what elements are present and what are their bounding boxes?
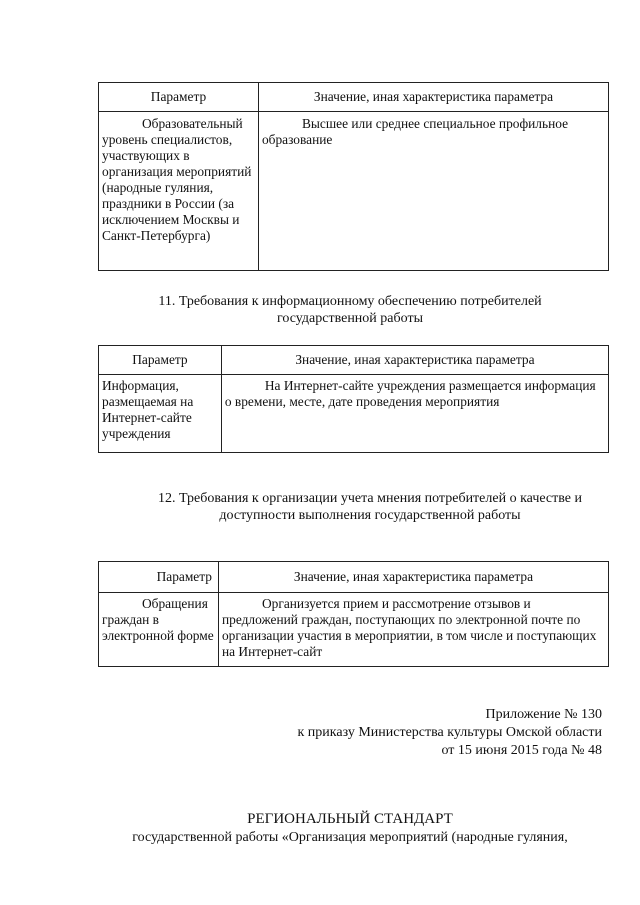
table-header-row [99,346,609,375]
table-row [99,112,609,271]
table-row [99,375,609,453]
header-param: Параметр [99,562,219,593]
param-cell: Информация, размещаемая на Интернет-сайте учреждения [99,375,222,453]
value-cell: На Интернет-сайте учреждения размещается информация о времени, месте, дате проведения мероприятия [221,375,608,453]
header-value: Значение, иная характеристика параметра [218,562,608,593]
table-header-row [99,83,609,112]
header-param: Параметр [99,83,259,112]
param-cell: Обращения граждан в электронной форме [99,593,219,667]
appendix-date: от 15 июня 2015 года № 48 [441,743,602,758]
appendix-number: Приложение № 130 [485,707,602,722]
standard-subtitle: государственной работы «Организация мероприятий (народные гуляния, [132,830,568,845]
header-value: Значение, иная характеристика параметра [258,83,608,112]
appendix-order: к приказу Министерства культуры Омской области [297,725,602,740]
table-education-level [98,82,609,271]
table-row [99,593,609,667]
section-11-heading: 11. Требования к информационному обеспечению потребителей государственной работы [158,294,542,326]
table-feedback [98,561,609,667]
param-cell: Образовательный уровень специалистов, участвующих в организация мероприятий (народные гуляния, праздники в России (за исключением Москвы и Санкт-Петербурга) [99,112,259,271]
section-12-heading: 12. Требования к организации учета мнения потребителей о качестве и доступности выполнения государственной работы [158,491,582,523]
standard-title: РЕГИОНАЛЬНЫЙ СТАНДАРТ [247,811,453,827]
table-header-row [99,562,609,593]
header-value: Значение, иная характеристика параметра [221,346,608,375]
table-information [98,345,609,453]
value-cell: Организуется прием и рассмотрение отзывов и предложений граждан, поступающих по электронной почте по организации участия в мероприятии, в том числе и поступающих на Интернет-сайт [218,593,608,667]
value-cell: Высшее или среднее специальное профильное образование [258,112,608,271]
header-param: Параметр [99,346,222,375]
appendix-block [298,706,603,760]
